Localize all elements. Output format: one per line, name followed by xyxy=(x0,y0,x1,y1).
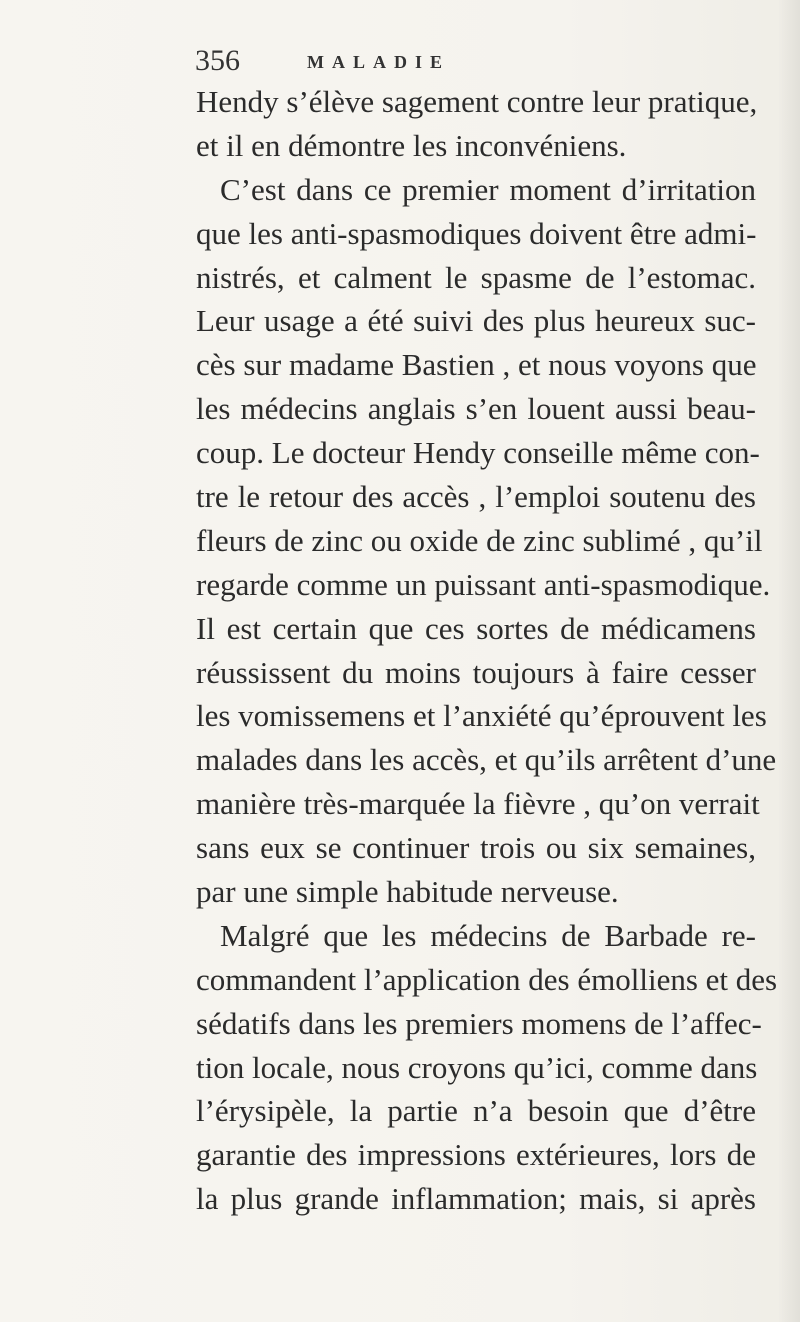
text-line: commandent l’application des émolliens et des xyxy=(196,961,778,997)
text-line: nistrés, et calment le spasme de l’estomac. xyxy=(196,259,756,295)
page-edge-shadow xyxy=(778,0,800,1322)
page-number: 356 xyxy=(195,44,240,77)
text-line: que les anti-spasmodiques doivent être admi- xyxy=(196,215,757,251)
text-line: Il est certain que ces sortes de médicamens xyxy=(196,610,756,646)
text-line: sans eux se continuer trois ou six semaines, xyxy=(196,830,756,866)
text-line: et il en démontre les inconvéniens. xyxy=(196,127,627,163)
text-line: l’érysipèle, la partie n’a besoin que d’être xyxy=(196,1093,756,1129)
page-header xyxy=(195,44,755,84)
text-line: tion locale, nous croyons qu’ici, comme dans xyxy=(196,1049,758,1085)
text-line: tre le retour des accès , l’emploi soutenu des xyxy=(196,479,756,515)
text-line: garantie des impressions extérieures, lors de xyxy=(196,1137,756,1173)
text-line: regarde comme un puissant anti-spasmodique. xyxy=(196,566,771,602)
text-line: malades dans les accès, et qu’ils arrêtent d’une xyxy=(196,742,777,778)
text-line: Leur usage a été suivi des plus heureux suc- xyxy=(196,303,756,339)
text-line: Hendy s’élève sagement contre leur pratique, xyxy=(196,84,758,119)
text-line: Malgré que les médecins de Barbade re- xyxy=(220,917,756,953)
text-line: réussissent du moins toujours à faire cesser xyxy=(196,654,756,690)
text-line: cès sur madame Bastien , et nous voyons que xyxy=(196,347,757,383)
text-line: la plus grande inflammation; mais, si après xyxy=(196,1181,756,1217)
text-line: par une simple habitude nerveuse. xyxy=(196,874,619,910)
text-line: C’est dans ce premier moment d’irritation xyxy=(220,171,756,207)
text-line: les vomissemens et l’anxiété qu’éprouvent les xyxy=(196,698,767,734)
text-line: sédatifs dans les premiers momens de l’affec- xyxy=(196,1005,762,1041)
text-line: coup. Le docteur Hendy conseille même con- xyxy=(196,435,760,471)
text-line: fleurs de zinc ou oxide de zinc sublimé , qu’il xyxy=(196,522,763,558)
running-head: MALADIE xyxy=(307,52,451,72)
body-text xyxy=(196,80,778,1221)
text-line: les médecins anglais s’en louent aussi beau- xyxy=(196,391,756,427)
text-line: manière très-marquée la fièvre , qu’on verrait xyxy=(196,786,760,822)
